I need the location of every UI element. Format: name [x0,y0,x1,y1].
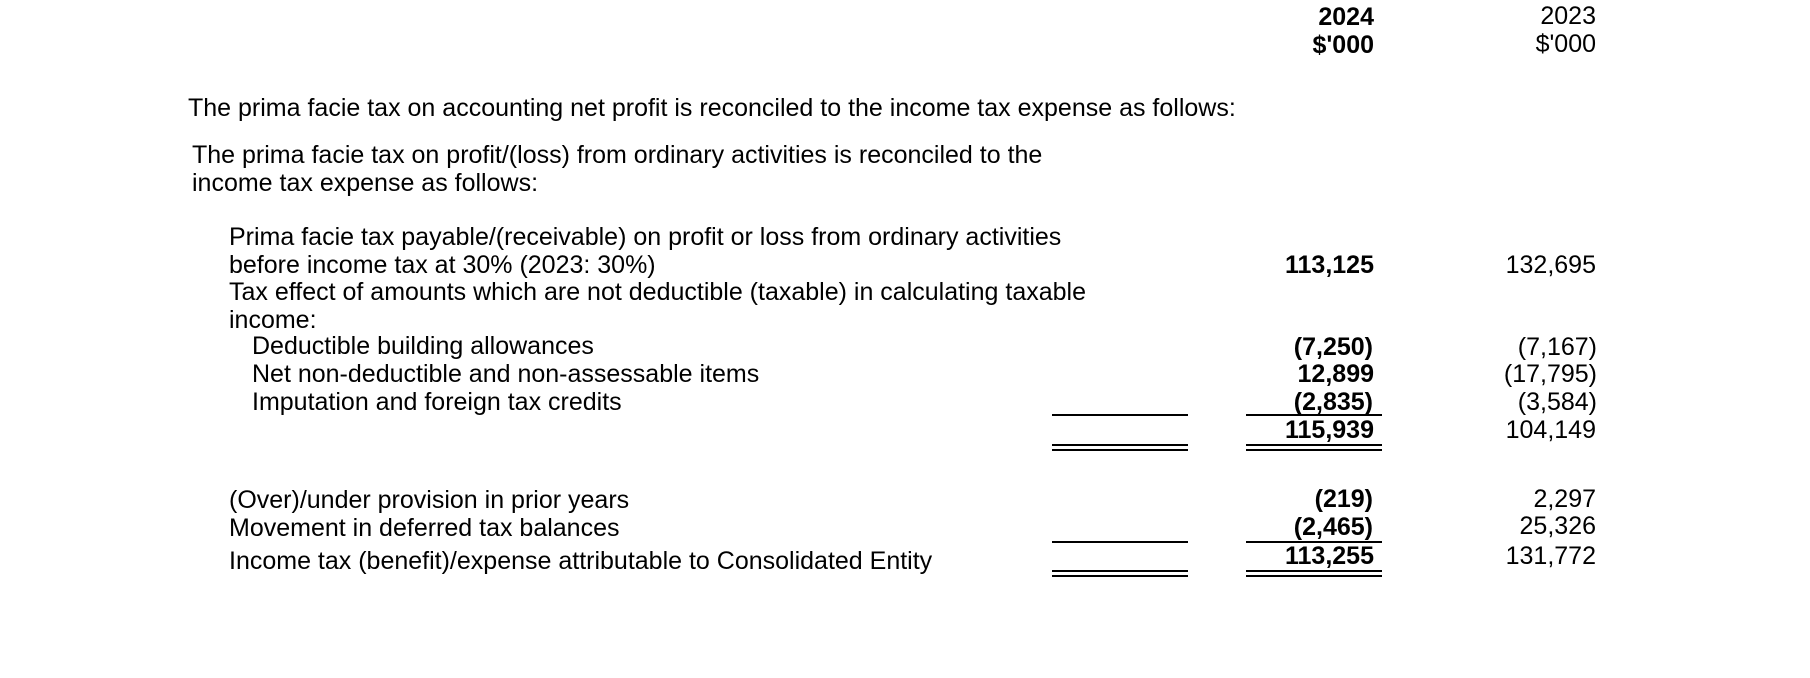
deferred-tax-label: Movement in deferred tax balances [229,514,620,542]
non-deductible-2024-value: 12,899 [1297,360,1374,388]
tax-effect-label-line-1: Tax effect of amounts which are not deductible (taxable) in calculating taxable [229,278,1086,306]
imputation-2023-value: (3,584) [1517,388,1597,416]
intro-paragraph-2-line-2: income tax expense as follows: [192,169,539,197]
header-2023-unit: $'000 [1535,30,1596,58]
imputation-label: Imputation and foreign tax credits [252,388,622,416]
tax-effect-label-line-2: income: [229,306,317,334]
header-2023-year: 2023 [1540,2,1596,30]
total-label: Income tax (benefit)/expense attributable to Consolidated Entity [229,547,933,575]
prima-facie-label-line-1: Prima facie tax payable/(receivable) on profit or loss from ordinary activities [229,223,1062,251]
subtotal-double-rule-2024 [1052,444,1188,451]
over-under-provision-2024-value: (219) [1314,485,1373,513]
intro-paragraph-2-line-1: The prima facie tax on profit/(loss) from ordinary activities is reconciled to the [192,141,1043,169]
prima-facie-2023-value: 132,695 [1505,251,1596,279]
subtotal-2024-value: 115,939 [1285,416,1374,444]
prima-facie-label-line-2: before income tax at 30% (2023: 30%) [229,251,656,279]
total-2023-value: 131,772 [1505,542,1596,570]
total-double-rule-2023 [1246,570,1382,577]
imputation-2024-value: (2,835) [1293,388,1373,416]
deferred-tax-2023-value: 25,326 [1519,512,1596,540]
total-rule-2024 [1052,541,1188,543]
building-allowances-2024-value: (7,250) [1293,333,1373,361]
total-2024-value: 113,255 [1285,542,1374,570]
prima-facie-2024-value: 113,125 [1285,251,1374,279]
deferred-tax-2024-value: (2,465) [1293,513,1373,541]
building-allowances-label: Deductible building allowances [252,332,594,360]
over-under-provision-label: (Over)/under provision in prior years [229,486,630,514]
building-allowances-2023-value: (7,167) [1517,333,1597,361]
header-2024-unit: $'000 [1312,31,1374,59]
total-double-rule-2024 [1052,570,1188,577]
subtotal-rule-2024 [1052,414,1188,416]
intro-paragraph-1: The prima facie tax on accounting net profit is reconciled to the income tax expense as follows: [188,94,1236,122]
non-deductible-2023-value: (17,795) [1503,360,1597,388]
non-deductible-label: Net non-deductible and non-assessable items [252,360,760,388]
over-under-provision-2023-value: 2,297 [1533,485,1596,513]
subtotal-2023-value: 104,149 [1505,416,1596,444]
subtotal-double-rule-2023 [1246,444,1382,451]
header-2024-year: 2024 [1318,3,1374,31]
